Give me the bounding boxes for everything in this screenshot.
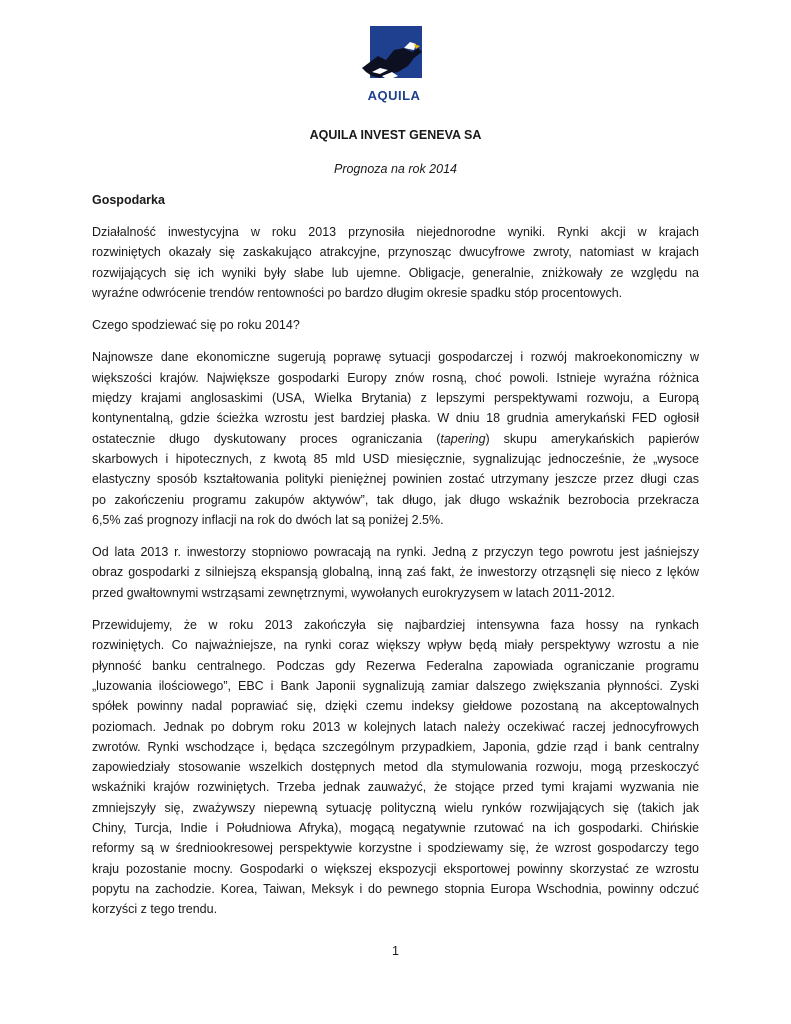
paragraph-line: Przewidujemy, że w roku 2013 zakończyła się najbardziej intensywna faza hossy na rynkach (92, 618, 699, 633)
paragraph (92, 315, 699, 335)
paragraph-line: 6,5% zaś prognozy inflacji na rok do dwóch lat są poniżej 2.5%. (92, 512, 444, 527)
paragraph-line: Czego spodziewać się po roku 2014? (92, 318, 300, 333)
section-heading: Gospodarka (92, 193, 165, 207)
paragraph-line: zwrotów. Rynki wschodzące i, będąca szczególnym przypadkiem, Japonia, gdzie rząd i bank centralny (92, 739, 699, 754)
company-title: AQUILA INVEST GENEVA SA (309, 128, 482, 142)
eagle-icon (358, 22, 430, 88)
paragraph-line: popytu na zachodzie. Korea, Taiwan, Meksyk i do pewnego stopnia Europa Wschodnia, powinny odczuć (92, 881, 699, 896)
paragraph (92, 615, 699, 919)
paragraph-line: wskaźniki krajów rozwiniętych. Trzeba jednak zauważyć, że stojące przed tymi krajami wyzwania nie (92, 780, 699, 795)
paragraph-line: poziomach. Jednak po dobrym roku 2013 w kolejnych latach należy oczekiwać raczej jednocyfrowych (92, 719, 699, 734)
paragraph-line: po zakończeniu programu zakupów aktywów”, tak długo, jak długo wskaźnik bezrobocia przekracza (92, 492, 699, 507)
paragraph-line: Działalność inwestycyjna w roku 2013 przynosiła niejednorodne wyniki. Rynki akcji w krajach (92, 225, 699, 239)
paragraph-line: między krajami anglosaskimi (USA, Wielka Brytania) z lepszymi perspektywami rozwoju, a Europą (92, 391, 699, 406)
paragraph-line: zmniejszyły się, zważywszy niepewną sytuację polityczną wielu rynków rozwijających się (takich jak (92, 800, 699, 815)
paragraph-line: zapowiedziały stosowanie wszelkich dostępnych metod dla stymulowania rozwoju, mogą przeskoczyć (92, 760, 699, 775)
paragraph-line: Chiny, Turcja, Indie i Południowa Afryka), mogącą negatywnie rzutować na ich gospodarki. Chińskie (92, 821, 699, 836)
paragraph (92, 347, 699, 530)
body-text (92, 222, 699, 932)
paragraph-line: ostatecznie długo dyskutowany proces ograniczania (tapering) skupu amerykańskich papierów (92, 431, 699, 446)
paragraph-line: rozwijających się ich wyniki były słabe lub ujemne. Obligacje, generalnie, zniżkowały ze względu na (92, 265, 699, 280)
paragraph-line: kontynentalną, gdzie ścieżka wzrostu jest bardziej płaska. W dniu 18 grudnia amerykański FED ogłosił (92, 411, 699, 426)
paragraph-line: większości krajów. Największe gospodarki Europy znów rosną, choć powoli. Istnieje wyraźna różnica (92, 370, 699, 385)
logo-text: AQUILA (367, 88, 421, 103)
paragraph-line: rozwiniętych okazały się zaskakująco atrakcyjne, przynosząc dwucyfrowe zwroty, natomiast w krajach (92, 245, 699, 260)
paragraph-line: przed gwałtownymi wstrząsami zewnętrznymi, wywołanych eurokryzysem w latach 2011-2012. (92, 585, 615, 600)
paragraph-line: płynność banku centralnego. Podczas gdy Rezerwa Federalna zapowiada ograniczanie programu (92, 658, 699, 673)
paragraph-line: reformy są w średniookresowej perspektywie korzystne i spodziewamy się, że wzrost gospodarczy tego (92, 841, 699, 856)
paragraph-line: Najnowsze dane ekonomiczne sugerują poprawę sytuacji gospodarczej i rozwój makroekonomiczny w (92, 350, 699, 365)
emphasis: tapering (440, 431, 486, 446)
paragraph-line: Od lata 2013 r. inwestorzy stopniowo powracają na rynki. Jedną z przyczyn tego powrotu jest jaśniejszy (92, 545, 699, 560)
paragraph-line: elastyczny sposób kształtowania polityki pieniężnej powinien zostać utrzymany jeszcze przez długi czas (92, 472, 699, 487)
paragraph-line: korzyści z tego trendu. (92, 902, 218, 917)
aquila-logo (358, 22, 430, 106)
paragraph (92, 222, 699, 303)
document-subtitle: Prognoza na rok 2014 (333, 162, 457, 176)
paragraph-line: rozwiniętych. Co najważniejsze, na rynki coraz większy wpływ będą miały perspektywy wzrostu a nie (92, 638, 699, 653)
paragraph-line: spółek powinny nadal poprawiać się, dzięki czemu indeksy giełdowe pozostaną na akceptowalnych (92, 699, 699, 714)
paragraph-line: „luzowania ilościowego”, EBC i Bank Japonii sygnalizują zamiar dalszego zwiększania płynności. Zyski (92, 678, 699, 693)
paragraph-line: wyraźne odwrócenie trendów rentowności po bardzo długim okresie spadku stóp procentowych. (92, 285, 623, 300)
paragraph-line: kraju pozostanie mocny. Gospodarki o większej ekspozycji eksportowej powinny skorzystać ze wzrostu (92, 861, 699, 876)
paragraph (92, 542, 699, 603)
paragraph-line: obraz gospodarki z silniejszą ekspansją globalną, inną zaś fakt, że inwestorzy otrząsnęli się nieco z lęków (92, 565, 699, 580)
paragraph-line: skarbowych i hipotecznych, z kwotą 85 mld USD miesięcznie, sygnalizując jednocześnie, że „wysoce (92, 451, 699, 466)
page-number: 1 (392, 944, 399, 958)
